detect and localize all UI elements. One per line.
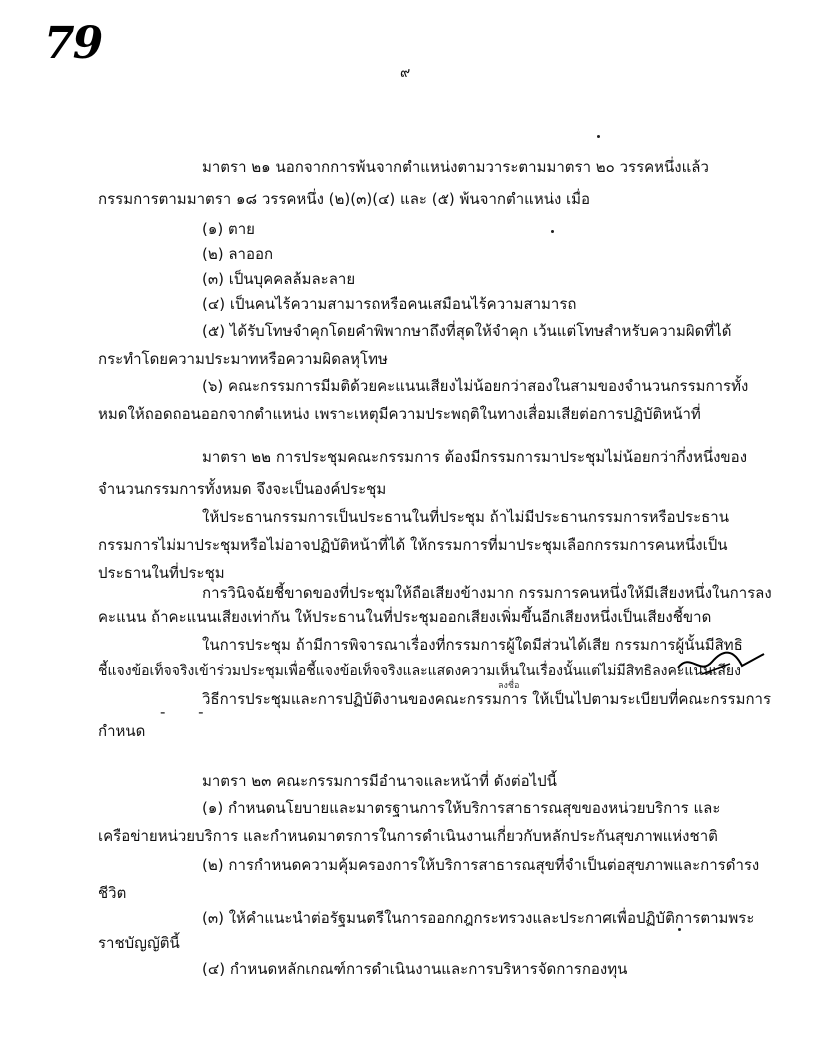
text-line: (๕) ได้รับโทษจำคุกโดยคำพิพากษาถึงที่สุดให้จำคุก เว้นแต่โทษสำหรับความผิดที่ได้	[202, 322, 732, 340]
text-line: ให้ประธานกรรมการเป็นประธานในที่ประชุม ถ้าไม่มีประธานกรรมการหรือประธาน	[202, 508, 729, 526]
text-line: กรรมการตามมาตรา ๑๘ วรรคหนึ่ง (๒)(๓)(๔) และ (๕) พ้นจากตำแหน่ง เมื่อ	[98, 190, 591, 208]
text-line: มาตรา ๒๓ คณะกรรมการมีอำนาจและหน้าที่ ดังต่อไปนี้	[202, 772, 557, 790]
text-line: (๖) คณะกรรมการมีมติด้วยคะแนนเสียงไม่น้อยกว่าสองในสามของจำนวนกรรมการทั้ง	[202, 377, 749, 395]
text-line: (๑) กำหนดนโยบายและมาตรฐานการให้บริการสาธารณสุขของหน่วยบริการ และ	[202, 799, 721, 817]
signature-note: ลงชื่อ	[498, 681, 520, 691]
text-line: ในการประชุม ถ้ามีการพิจารณาเรื่องที่กรรมการผู้ใดมีส่วนได้เสีย กรรมการผู้นั้นมีสิทธิ	[202, 636, 743, 654]
text-line: มาตรา ๒๑ นอกจากการพ้นจากตำแหน่งตามวาระตามมาตรา ๒๐ วรรคหนึ่งแล้ว	[202, 158, 709, 176]
text-line: มาตรา ๒๒ การประชุมคณะกรรมการ ต้องมีกรรมการมาประชุมไม่น้อยกว่ากึ่งหนึ่งของ	[202, 448, 748, 466]
text-line: หมดให้ถอดถอนออกจากตำแหน่ง เพราะเหตุมีความประพฤติในทางเสื่อมเสียต่อการปฏิบัติหน้าที่	[98, 405, 701, 423]
text-line: กำหนด	[98, 722, 146, 740]
text-line: วิธีการประชุมและการปฏิบัติงานของคณะกรรมการ ให้เป็นไปตามระเบียบที่คณะกรรมการ	[202, 690, 772, 708]
text-line: (๓) เป็นบุคคลล้มละลาย	[202, 270, 356, 288]
speck	[597, 135, 600, 138]
text-line: (๒) ลาออก	[202, 245, 274, 263]
text-line: ชี้แจงข้อเท็จจริงเข้าร่วมประชุมเพื่อชี้แจงข้อเท็จจริงและแสดงความเห็นในเรื่องนั้นแต่ไม่มีสิทธิลงคะแนนเสียง	[98, 663, 741, 679]
text-line: (๔) เป็นคนไร้ความสามารถหรือคนเสมือนไร้ความสามารถ	[202, 295, 577, 313]
text-line: กระทำโดยความประมาทหรือความผิดลหุโทษ	[98, 350, 388, 368]
page-number: ๙	[400, 65, 411, 81]
text-line: ชีวิต	[98, 884, 127, 902]
speck	[551, 230, 554, 233]
handwritten-signature	[672, 646, 768, 682]
text-line: (๔) กำหนดหลักเกณฑ์การดำเนินงานและการบริหารจัดการกองทุน	[202, 960, 628, 978]
margin-mark: - -	[160, 703, 218, 721]
text-line: (๒) การกำหนดความคุ้มครองการให้บริการสาธารณสุขที่จำเป็นต่อสุขภาพและการดำรง	[202, 856, 760, 874]
text-line: จำนวนกรรมการทั้งหมด จึงจะเป็นองค์ประชุม	[98, 480, 387, 498]
text-line: เครือข่ายหน่วยบริการ และกำหนดมาตรการในการดำเนินงานเกี่ยวกับหลักประกันสุขภาพแห่งชาติ	[98, 827, 718, 845]
text-line: การวินิจฉัยชี้ขาดของที่ประชุมให้ถือเสียงข้างมาก กรรมการคนหนึ่งให้มีเสียงหนึ่งในการลง	[202, 584, 772, 602]
text-line: กรรมการไม่มาประชุมหรือไม่อาจปฏิบัติหน้าที่ได้ ให้กรรมการที่มาประชุมเลือกกรรมการคนหนึ่งเป็น	[98, 536, 728, 554]
text-line: (๓) ให้คำแนะนำต่อรัฐมนตรีในการออกกฎกระทรวงและประกาศเพื่อปฏิบัติการตามพระ	[202, 909, 755, 927]
text-line: ราชบัญญัตินี้	[98, 934, 180, 952]
text-line: ประธานในที่ประชุม	[98, 564, 225, 582]
text-line: (๑) ตาย	[202, 220, 255, 238]
handwritten-page-number: 79	[44, 18, 102, 69]
text-line: คะแนน ถ้าคะแนนเสียงเท่ากัน ให้ประธานในที่ประชุมออกเสียงเพิ่มขึ้นอีกเสียงหนึ่งเป็นเสียงชี้ขาด	[98, 608, 712, 626]
